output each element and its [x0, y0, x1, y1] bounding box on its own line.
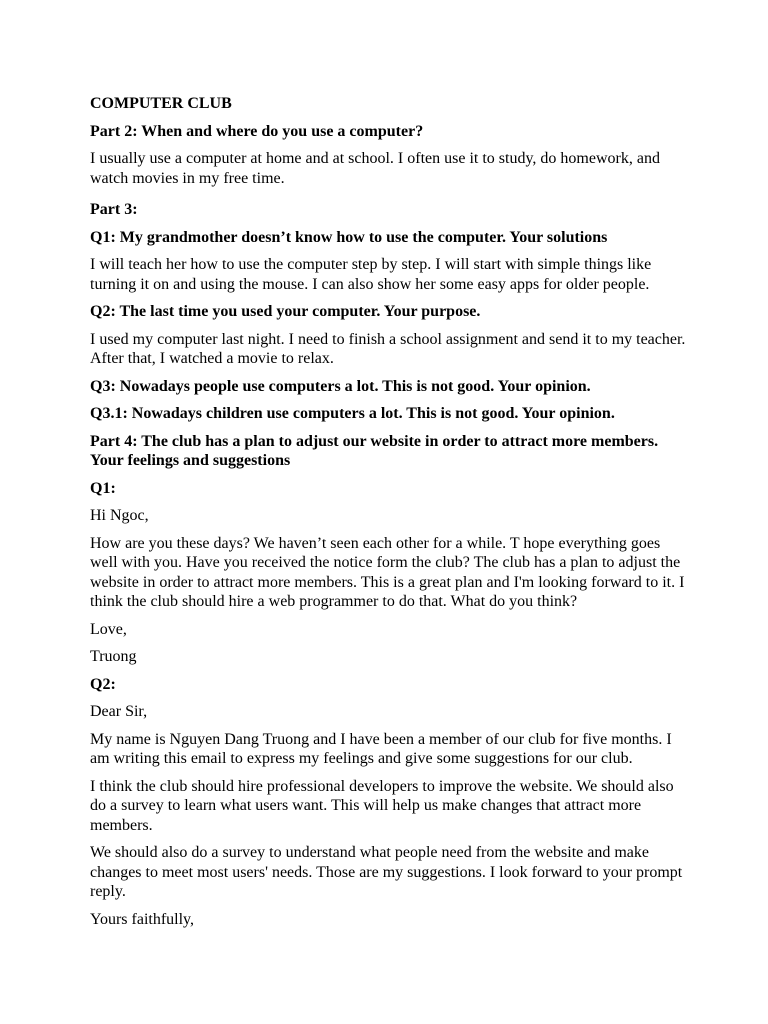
part4-q2-label: Q2: — [90, 675, 116, 693]
part3-heading: Part 3: — [90, 201, 138, 218]
q1-closing: Love, — [90, 620, 127, 638]
part3-q3-1: Q3.1: Nowadays children use computers a lot. This is not good. Your opinion. — [90, 405, 615, 422]
part4-q1-label: Q1: — [90, 479, 116, 497]
part2-answer: I usually use a computer at home and at school. I often use it to study, do homework, and watch movies in my free time. — [90, 150, 660, 187]
part4-heading: Part 4: The club has a plan to adjust our website in order to attract more members. Your feelings and suggestions — [90, 432, 659, 469]
q2-paragraph-3: We should also do a survey to understand what people need from the website and make changes to meet most users' needs. Those are my suggestions. I look forward to your prompt reply. — [90, 844, 683, 900]
part3-q3: Q3: Nowadays people use computers a lot. This is not good. Your opinion. — [90, 377, 591, 395]
part3-q1-answer: I will teach her how to use the computer step by step. I will start with simple things like turning it on and using the mouse. I can also show her some easy apps for older people. — [90, 256, 652, 293]
q1-greeting: Hi Ngoc, — [90, 507, 149, 524]
q2-greeting: Dear Sir, — [90, 703, 148, 720]
part3-q1: Q1: My grandmother doesn’t know how to use the computer. Your solutions — [90, 228, 608, 246]
part3-q2: Q2: The last time you used your computer. Your purpose. — [90, 303, 481, 320]
q2-paragraph-2: I think the club should hire professional developers to improve the website. We should also do a survey to learn what users want. This will help us make changes that attract more members. — [90, 777, 674, 834]
q1-body: How are you these days? We haven’t seen each other for a while. T hope everything goes well with you. Have you received the notice form the club? The club has a plan to adjust the website in order to attract more members. This is a great plan and I'm looking forward to it. I think the club should hire a web programmer to do that. What do you think? — [90, 534, 685, 610]
q1-signature: Truong — [90, 648, 137, 665]
document-title: COMPUTER CLUB — [90, 95, 232, 112]
part2-heading: Part 2: When and where do you use a computer? — [90, 122, 424, 140]
q2-closing: Yours faithfully, — [90, 910, 195, 928]
q2-paragraph-1: My name is Nguyen Dang Truong and I have been a member of our club for five months. I am writing this email to express my feelings and give some suggestions for our club. — [90, 730, 672, 767]
part3-q2-answer: I used my computer last night. I need to finish a school assignment and send it to my teacher. After that, I watched a movie to relax. — [90, 330, 686, 367]
